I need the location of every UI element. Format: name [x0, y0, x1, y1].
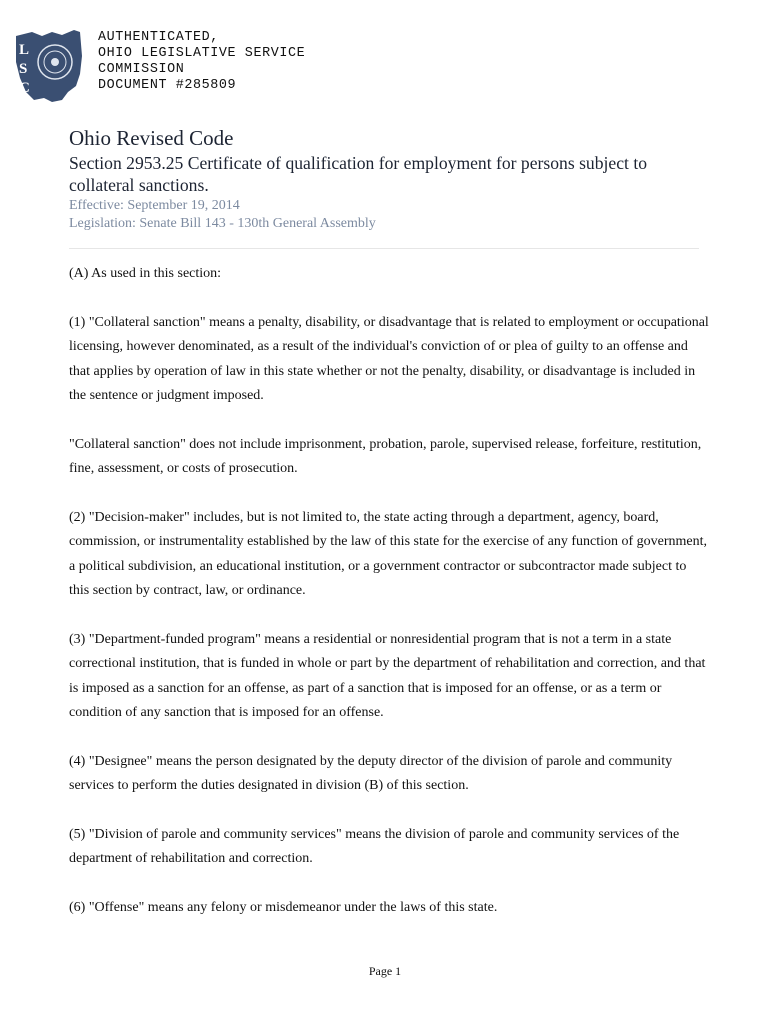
paragraph: (5) "Division of parole and community services" means the division of parole and community services of the department of rehabilitation and correction. — [69, 826, 680, 866]
svg-text:L: L — [19, 42, 30, 58]
legislation-info: Legislation: Senate Bill 143 - 130th General Assembly — [69, 216, 376, 231]
paragraph: (4) "Designee" means the person designated by the deputy director of the division of parole and community services to perform the duties designated in division (B) of this section. — [69, 753, 673, 793]
code-title: Ohio Revised Code — [69, 126, 234, 150]
section-title: Section 2953.25 Certificate of qualification for employment for persons subject to collateral sanctions. — [69, 153, 647, 195]
authentication-text — [98, 30, 305, 94]
authentication-header — [12, 26, 352, 106]
auth-line: COMMISSION — [98, 62, 185, 77]
section-body — [69, 262, 709, 944]
svg-text:S: S — [19, 61, 28, 77]
paragraph: (2) "Decision-maker" includes, but is not limited to, the state acting through a department, agency, board, commission, or instrumentality established by the law of this state for the exercise of any function of government, a political subdivision, an educational institution, or a government contractor or subcontractor made subject to this section by contract, law, or ordinance. — [69, 509, 708, 598]
divider — [69, 248, 699, 249]
paragraph: (1) "Collateral sanction" means a penalty, disability, or disadvantage that is related to employment or occupational licensing, however denominated, as a result of the individual's conviction of or plea of guilty to an offense and that applies by operation of law in this state whether or not the penalty, disability, or disadvantage is included in the sentence or judgment imposed. — [69, 314, 709, 403]
paragraph: (6) "Offense" means any felony or misdemeanor under the laws of this state. — [69, 899, 498, 915]
paragraph: "Collateral sanction" does not include imprisonment, probation, parole, supervised release, forfeiture, restitution, fine, assessment, or costs of prosecution. — [69, 436, 702, 476]
lsc-letters — [17, 40, 37, 100]
paragraph: (A) As used in this section: — [69, 266, 222, 281]
auth-line: DOCUMENT #285809 — [98, 78, 237, 93]
paragraph: (3) "Department-funded program" means a residential or nonresidential program that is not a term in a state correctional institution, that is funded in whole or part by the department of rehabilitation and correction, and that is imposed as a sanction for an offense, as part of a sanction that is imposed for an offense, or as a term or condition of any sanction that is imposed for an offense. — [69, 631, 706, 720]
auth-line: OHIO LEGISLATIVE SERVICE — [98, 46, 306, 61]
svg-text:C: C — [19, 80, 30, 96]
page-number: Page 1 — [368, 964, 402, 978]
effective-date: Effective: September 19, 2014 — [69, 198, 240, 213]
auth-line: AUTHENTICATED, — [98, 30, 219, 45]
